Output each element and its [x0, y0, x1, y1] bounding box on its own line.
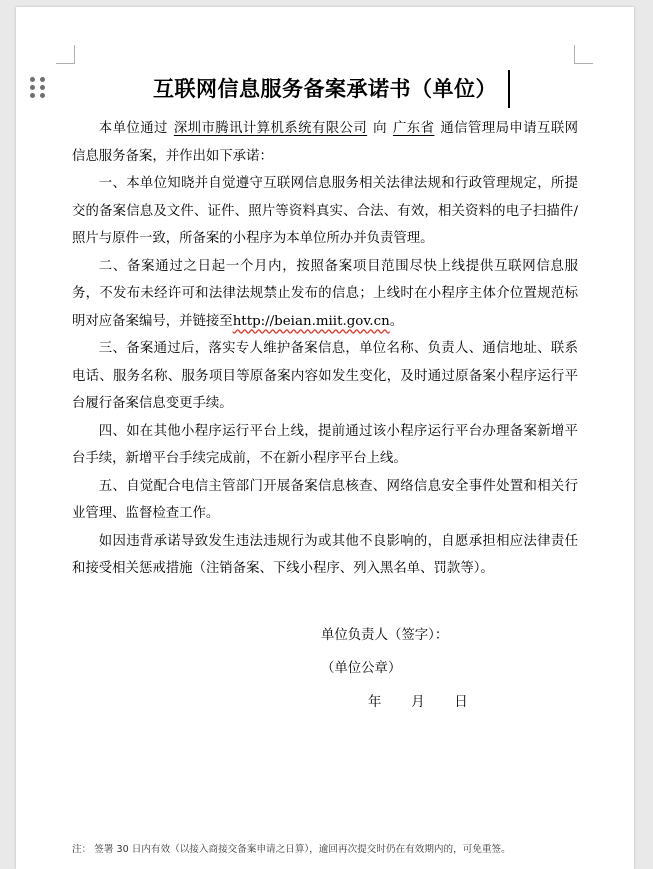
liability-paragraph: 如因违背承诺导致发生违法违规行为或其他不良影响的，自愿承担相应法律责任和接受相关惩戒措施（注销备案、下线小程序、列入黑名单、罚款等）。: [72, 533, 578, 576]
item-2-end: 。: [389, 313, 404, 329]
commitment-item-3: 三、备案通过后，落实专人维护备案信息，单位名称、负责人、通信地址、联系电话、服务名称、服务项目等原备案内容如发生变化，及时通过原备案小程序运行平台履行备案信息变更手续。: [72, 341, 578, 411]
intro-paragraph: [72, 115, 578, 170]
commitment-item-1: 一、本单位知晓并自觉遵守互联网信息服务相关法律法规和行政管理规定，所提交的备案信息及文件、证件、照片等资料真实、合法、有效，相关资料的电子扫描件/照片与原件一致，所备案的小程序为本单位所办并负责管理。: [72, 176, 578, 246]
month-label: 月: [411, 695, 425, 710]
intro-prefix: 本单位通过: [98, 121, 168, 136]
beian-link[interactable]: http://beian.miit.gov.cn: [232, 313, 390, 329]
company-name-field: 深圳市腾讯计算机系统有限公司: [173, 121, 368, 136]
year-label: 年: [368, 695, 382, 710]
document-title: 互联网信息服务备案承诺书（单位）: [153, 77, 497, 101]
commitment-item-2: [72, 253, 578, 336]
footnote: 注： 签署 30 日内有效（以接入商接交备案申请之日算），逾回再次提交时仍在有效期内的，可免重签。: [72, 844, 511, 855]
signer-label: 单位负责人（签字）：: [321, 628, 449, 643]
margin-corner-top-right: [574, 45, 593, 64]
province-field: 广东省: [392, 121, 435, 136]
text-cursor: [508, 70, 510, 108]
margin-corner-top-left: [56, 45, 75, 64]
item-2-text: 二、备案通过之日起一个月内，按照备案项目范围尽快上线提供互联网信息服务，不发布未经许可和法律法规禁止发布的信息；上线时在小程序主体介位置规范标明对应备案编号，并链接至: [72, 258, 578, 329]
intro-suffix: 通信管理局申请互联网信息服务备案，并作出如下承诺：: [72, 121, 579, 164]
document-page[interactable]: [16, 7, 634, 869]
commitment-item-4: 四、如在其他小程序运行平台上线，提前通过该小程序运行平台办理备案新增平台手续，新增平台手续完成前，不在新小程序平台上线。: [72, 423, 578, 466]
document-body: [72, 115, 578, 583]
commitment-item-5: 五、自觉配合电信主管部门开展备案信息核查、网络信息安全事件处置和相关行业管理、监督检查工作。: [72, 478, 578, 521]
day-label: 日: [454, 695, 468, 710]
seal-label: （单位公章）: [321, 661, 402, 676]
date-line: [368, 691, 468, 710]
intro-mid: 向: [373, 121, 387, 136]
